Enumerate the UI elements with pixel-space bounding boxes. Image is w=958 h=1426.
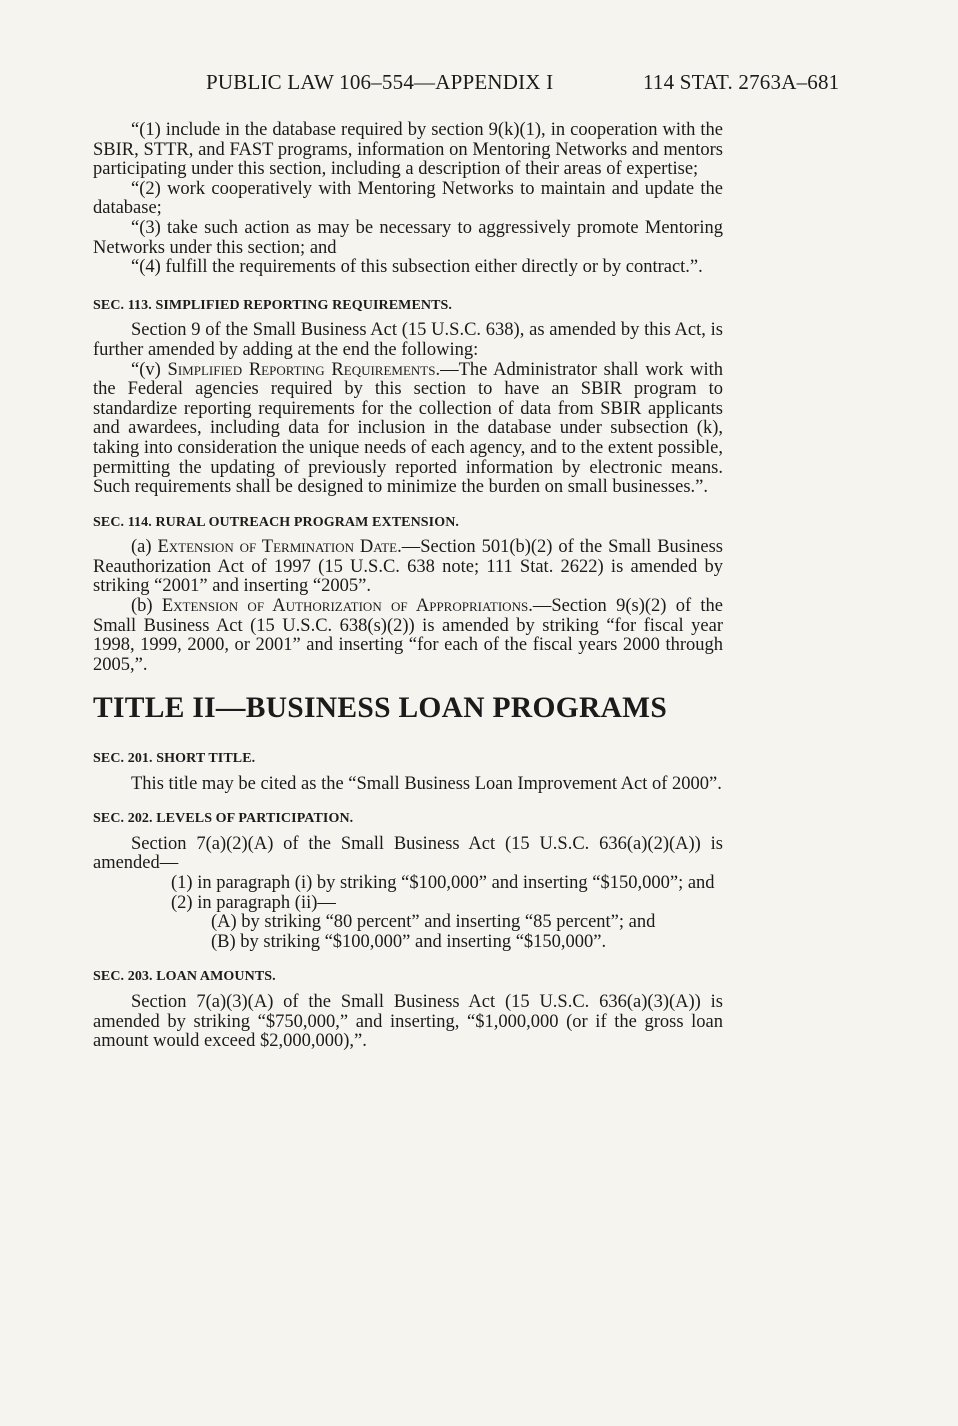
section-113-intro: Section 9 of the Small Business Act (15 U.S.C. 638), as amended by this Act, is further amended by adding at the end the following: — [93, 320, 723, 360]
section-114-a — [93, 538, 723, 597]
header-law-citation: PUBLIC LAW 106–554—APPENDIX I — [206, 70, 554, 94]
subsection-a-text: .—Section 501(b)(2) of the Small Business Reauthorization Act of 1997 (15 U.S.C. 638 note; 111 Stat. 2622) is amended by striking “2001” and inserting “2005”. — [93, 537, 723, 597]
subsection-b-lead: (b) — [131, 596, 162, 617]
item-4: “(4) fulfill the requirements of this subsection either directly or by contract.”. — [131, 257, 703, 278]
section-heading-202: SEC. 202. LEVELS OF PARTICIPATION. — [93, 811, 354, 827]
section-114-b — [93, 597, 723, 675]
section-heading-203: SEC. 203. LOAN AMOUNTS. — [93, 969, 276, 985]
section-202-para-1: (1) in paragraph (i) by striking “$100,000” and inserting “$150,000”; and — [171, 873, 715, 893]
subsection-a-lead: (a) — [131, 537, 158, 558]
subsection-b-caption: Extension of Authorization of Appropriations — [161, 596, 529, 617]
section-113-subsection-v — [93, 361, 723, 498]
section-202-intro: Section 7(a)(2)(A) of the Small Business Act (15 U.S.C. 636(a)(2)(A)) is amended— — [93, 833, 723, 874]
document-body — [93, 121, 723, 1052]
section-202-subpara-a: (A) by striking “80 percent” and inserting “85 percent”; and — [211, 912, 656, 933]
section-heading-114: SEC. 114. RURAL OUTREACH PROGRAM EXTENSION. — [93, 514, 460, 530]
title-heading: TITLE II—BUSINESS LOAN PROGRAMS — [93, 692, 668, 725]
item-3: “(3) take such action as may be necessary to aggressively promote Mentoring Networks under this section; and — [93, 217, 723, 258]
section-heading-113: SEC. 113. SIMPLIFIED REPORTING REQUIREMENTS. — [93, 297, 453, 313]
subsection-a-caption: Extension of Termination Date — [157, 537, 398, 558]
item-2: “(2) work cooperatively with Mentoring Networks to maintain and update the database; — [93, 178, 723, 219]
subsection-v-text: .—The Administrator shall work with the Federal agencies required by this section to have an SBIR program to standardize reporting requirements for the collection of data from SBIR applicants and awardees, including data for inclusion in the database under subsection (k), taking into consideration the unique needs of each agency, and to the extent possible, permitting the updating of previously reported information by electronic means. Such requirements shall be designed to minimize the burden on small businesses.”. — [93, 359, 723, 498]
section-201-text: This title may be cited as the “Small Business Loan Improvement Act of 2000”. — [131, 773, 722, 794]
header-stat-page: 114 STAT. 2763A–681 — [643, 70, 840, 94]
section-202-subpara-b: (B) by striking “$100,000” and inserting “$150,000”. — [211, 931, 607, 952]
section-heading-201: SEC. 201. SHORT TITLE. — [93, 751, 256, 767]
item-1: “(1) include in the database required by section 9(k)(1), in cooperation with the SBIR, STTR, and FAST programs, information on Mentoring Networks and mentors participating under this section, including a description of their areas of expertise; — [93, 120, 723, 180]
subsection-v-caption: Simplified Reporting Requirements — [167, 359, 436, 380]
section-203-text: Section 7(a)(3)(A) of the Small Business Act (15 U.S.C. 636(a)(3)(A)) is amended by striking “$750,000,” and inserting, “$1,000,000 (or if the gross loan amount would exceed $2,000,000),”. — [93, 991, 723, 1052]
section-202-para-2: (2) in paragraph (ii)— — [171, 892, 336, 913]
subsection-v-lead: “(v) — [131, 359, 168, 380]
subsection-b-text: .—Section 9(s)(2) of the Small Business Act (15 U.S.C. 638(s)(2)) is amended by striking “for fiscal year 1998, 1999, 2000, or 2001” and inserting “for each of the fiscal years 2000 through 2005,”. — [93, 596, 723, 675]
